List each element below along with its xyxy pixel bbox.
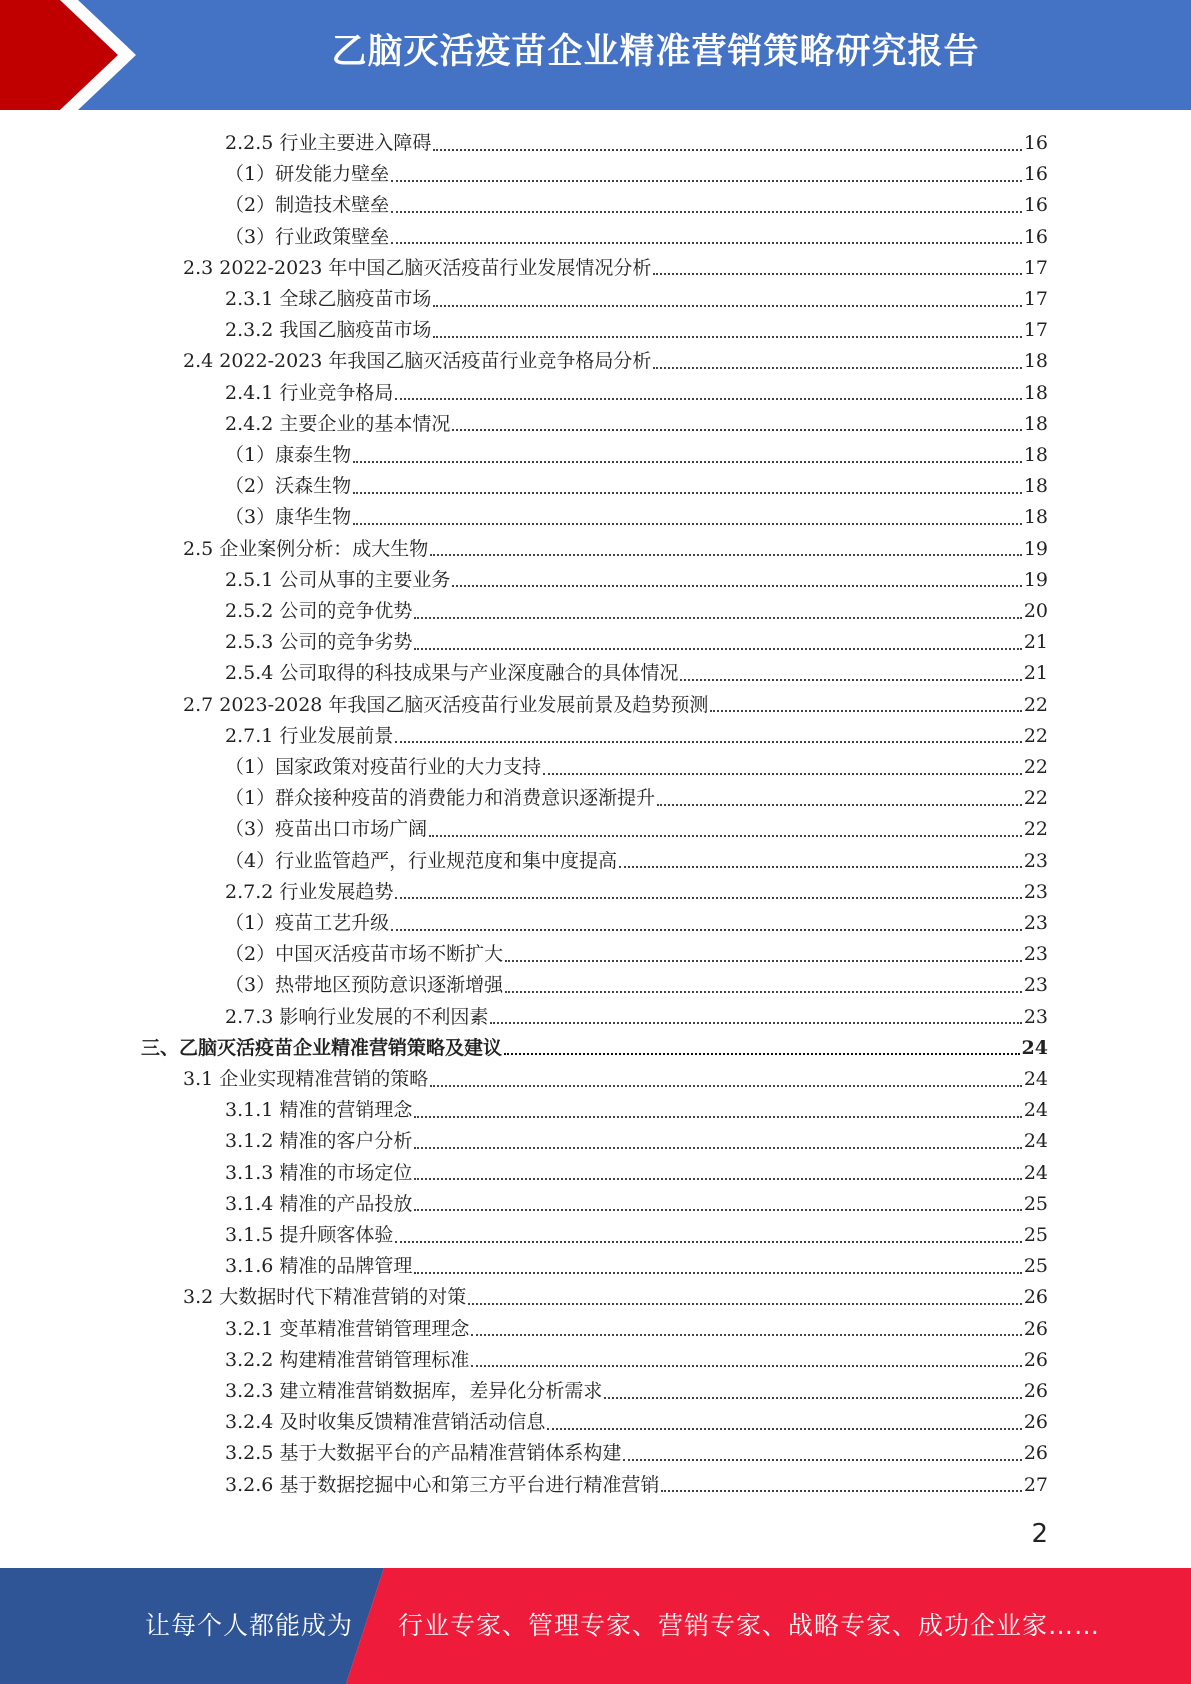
toc-entry[interactable] — [225, 159, 1048, 190]
toc-entry-title: 3.2.5 基于大数据平台的产品精准营销体系构建 — [225, 1442, 622, 1465]
toc-entry-page: 22 — [1023, 724, 1048, 747]
toc-entry-title: （3）疫苗出口市场广阔 — [225, 818, 428, 841]
footer-banner — [0, 1568, 1191, 1684]
toc-dot-leader — [414, 1209, 1021, 1211]
toc-entry-title: 2.5.1 公司从事的主要业务 — [225, 568, 451, 591]
toc-entry-title: 3.1.3 精准的市场定位 — [225, 1161, 413, 1184]
toc-dot-leader — [353, 461, 1022, 463]
toc-entry-page: 19 — [1023, 537, 1048, 560]
toc-dot-leader — [623, 1459, 1021, 1461]
toc-entry-title: 3.1.6 精准的品牌管理 — [225, 1255, 413, 1278]
toc-dot-leader — [604, 1397, 1021, 1399]
toc-entry-title: 3.2.3 建立精准营销数据库，差异化分析需求 — [225, 1380, 603, 1402]
toc-entry-page: 23 — [1023, 849, 1048, 872]
toc-entry-title: （1）研发能力壁垒 — [225, 163, 390, 186]
report-title: 乙脑灭活疫苗企业精准营销策略研究报告 — [331, 32, 980, 72]
toc-entry[interactable] — [225, 1438, 1048, 1469]
toc-entry[interactable] — [225, 627, 1048, 658]
toc-entry[interactable] — [183, 690, 1048, 721]
toc-entry-page: 24 — [1023, 1068, 1048, 1090]
toc-entry-page: 18 — [1023, 475, 1048, 498]
toc-entry-title: 3.2.2 构建精准营销管理标准 — [225, 1348, 470, 1371]
toc-entry-title: 2.7.3 影响行业发展的不利因素 — [225, 1005, 489, 1028]
toc-dot-leader — [505, 991, 1022, 993]
toc-entry-page: 18 — [1023, 506, 1048, 529]
toc-entry[interactable] — [225, 128, 1048, 159]
toc-dot-leader — [395, 1241, 1021, 1243]
toc-entry[interactable] — [225, 783, 1048, 814]
toc-entry-page: 19 — [1023, 568, 1048, 591]
toc-entry-page: 17 — [1023, 288, 1048, 310]
toc-entry-page: 23 — [1023, 943, 1048, 966]
toc-dot-leader — [414, 617, 1021, 619]
toc-entry[interactable] — [225, 440, 1048, 471]
toc-entry-title: 2.7.1 行业发展前景 — [225, 724, 394, 747]
toc-entry-title: 2.2.5 行业主要进入障碍 — [225, 132, 432, 154]
toc-entry-page: 18 — [1023, 381, 1048, 404]
toc-entry[interactable] — [225, 409, 1048, 440]
toc-entry-page: 17 — [1023, 319, 1048, 342]
toc-entry-title: 2.7 2023-2028 年我国乙脑灭活疫苗行业发展前景及趋势预测 — [183, 693, 709, 716]
toc-entry-page: 24 — [1023, 1099, 1048, 1122]
toc-entry[interactable] — [141, 1033, 1048, 1064]
toc-entry[interactable] — [225, 1407, 1048, 1438]
toc-dot-leader — [353, 492, 1022, 494]
toc-entry-page: 22 — [1023, 693, 1048, 716]
toc-dot-leader — [395, 741, 1021, 743]
toc-dot-leader — [391, 242, 1022, 244]
toc-entry-title: 2.4 2022-2023 年我国乙脑灭活疫苗行业竞争格局分析 — [183, 350, 652, 373]
toc-entry-page: 26 — [1023, 1442, 1048, 1465]
toc-entry[interactable] — [225, 565, 1048, 596]
toc-dot-leader — [619, 866, 1022, 868]
toc-entry-page: 22 — [1023, 787, 1048, 810]
toc-entry-title: 3.1.2 精准的客户分析 — [225, 1130, 413, 1153]
toc-entry-title: （2）制造技术壁垒 — [225, 194, 390, 217]
toc-entry-title: 3.2 大数据时代下精准营销的对策 — [183, 1286, 467, 1309]
toc-entry-title: 3.1.5 提升顾客体验 — [225, 1224, 394, 1246]
toc-entry-page: 24 — [1023, 1161, 1048, 1184]
toc-dot-leader — [414, 1272, 1021, 1274]
toc-entry-page: 18 — [1023, 350, 1048, 373]
toc-entry-page: 26 — [1023, 1411, 1048, 1434]
toc-dot-leader — [391, 180, 1022, 182]
toc-dot-leader — [471, 1365, 1021, 1367]
toc-dot-leader — [391, 929, 1022, 931]
toc-entry[interactable] — [183, 1282, 1048, 1313]
toc-entry-page: 23 — [1023, 912, 1048, 934]
page-number: 2 — [1031, 1519, 1048, 1549]
toc-entry[interactable] — [225, 596, 1048, 627]
report-header — [0, 0, 1191, 110]
toc-entry[interactable] — [225, 1126, 1048, 1157]
toc-entry[interactable] — [225, 908, 1048, 939]
toc-entry-page: 26 — [1023, 1286, 1048, 1309]
toc-dot-leader — [505, 960, 1022, 962]
toc-entry[interactable] — [225, 970, 1048, 1001]
toc-entry-title: 2.3 2022-2023 年中国乙脑灭活疫苗行业发展情况分析 — [183, 256, 652, 279]
toc-entry-page: 26 — [1023, 1380, 1048, 1402]
toc-entry-page: 27 — [1023, 1473, 1048, 1496]
footer-slogan-right: 行业专家、管理专家、营销专家、战略专家、成功企业家…… — [398, 1611, 1101, 1640]
toc-dot-leader — [433, 149, 1021, 151]
toc-entry[interactable] — [225, 1002, 1048, 1033]
toc-entry[interactable] — [225, 721, 1048, 752]
toc-entry[interactable] — [225, 814, 1048, 845]
toc-entry-page: 23 — [1023, 1005, 1048, 1028]
toc-dot-leader — [433, 336, 1021, 338]
toc-dot-leader — [657, 804, 1022, 806]
toc-dot-leader — [429, 835, 1022, 837]
toc-entry[interactable] — [225, 190, 1048, 221]
toc-entry-page: 20 — [1023, 600, 1048, 622]
toc-dot-leader — [490, 1022, 1021, 1024]
toc-entry-title: （4）行业监管趋严，行业规范度和集中度提高 — [225, 849, 618, 872]
toc-entry-title: （1）群众接种疫苗的消费能力和消费意识逐渐提升 — [225, 787, 656, 810]
toc-entry[interactable] — [225, 1470, 1048, 1501]
toc-dot-leader — [395, 897, 1021, 899]
toc-entry-title: （2）沃森生物 — [225, 475, 352, 498]
toc-entry[interactable] — [225, 877, 1048, 908]
toc-entry-page: 21 — [1023, 631, 1048, 654]
toc-dot-leader — [504, 1053, 1020, 1055]
toc-dot-leader — [543, 773, 1022, 775]
toc-entry-page: 17 — [1023, 256, 1048, 279]
toc-entry-page: 16 — [1023, 163, 1048, 186]
toc-entry[interactable] — [225, 378, 1048, 409]
toc-entry-title: 2.5.3 公司的竞争劣势 — [225, 631, 413, 654]
toc-entry[interactable] — [183, 346, 1048, 377]
toc-entry-page: 25 — [1023, 1255, 1048, 1278]
toc-dot-leader — [353, 523, 1022, 525]
toc-entry[interactable] — [225, 1158, 1048, 1189]
toc-entry-page: 24 — [1021, 1036, 1048, 1059]
toc-entry-title: （1）国家政策对疫苗行业的大力支持 — [225, 756, 542, 778]
toc-entry[interactable] — [183, 253, 1048, 284]
toc-entry-page: 25 — [1023, 1224, 1048, 1246]
toc-entry-page: 16 — [1023, 194, 1048, 217]
toc-entry[interactable] — [225, 658, 1048, 689]
toc-entry-title: 2.5.4 公司取得的科技成果与产业深度融合的具体情况 — [225, 662, 679, 685]
toc-entry[interactable] — [225, 1345, 1048, 1376]
footer-slogan-left: 让每个人都能成为 — [145, 1611, 354, 1640]
toc-entry[interactable] — [183, 534, 1048, 565]
toc-entry[interactable] — [225, 284, 1048, 315]
toc-entry-page: 16 — [1023, 225, 1048, 248]
toc-dot-leader — [430, 1085, 1022, 1087]
toc-entry[interactable] — [225, 222, 1048, 253]
toc-entry-title: 2.3.2 我国乙脑疫苗市场 — [225, 319, 432, 342]
toc-entry-title: 3.2.1 变革精准营销管理理念 — [225, 1317, 470, 1340]
toc-entry-page: 22 — [1023, 818, 1048, 841]
toc-entry-page: 26 — [1023, 1317, 1048, 1340]
toc-entry-page: 23 — [1023, 974, 1048, 997]
toc-entry[interactable] — [225, 1189, 1048, 1220]
toc-entry-title: （3）热带地区预防意识逐渐增强 — [225, 974, 504, 997]
toc-entry-title: （2）中国灭活疫苗市场不断扩大 — [225, 943, 504, 966]
toc-entry-title: 3.1.1 精准的营销理念 — [225, 1099, 413, 1122]
toc-entry-page: 21 — [1023, 662, 1048, 685]
toc-dot-leader — [468, 1303, 1022, 1305]
toc-entry-title: 2.4.2 主要企业的基本情况 — [225, 412, 451, 435]
toc-dot-leader — [414, 1178, 1021, 1180]
toc-entry-title: 3.2.6 基于数据挖掘中心和第三方平台进行精准营销 — [225, 1473, 660, 1496]
toc-entry-title: 2.7.2 行业发展趋势 — [225, 880, 394, 903]
toc-entry[interactable] — [225, 752, 1048, 783]
toc-entry-title: 2.5 企业案例分析：成大生物 — [183, 537, 429, 560]
toc-entry[interactable] — [225, 1220, 1048, 1251]
toc-entry[interactable] — [183, 1064, 1048, 1095]
toc-entry-title: 3.1 企业实现精准营销的策略 — [183, 1068, 429, 1090]
toc-entry[interactable] — [225, 471, 1048, 502]
toc-dot-leader — [391, 211, 1022, 213]
toc-dot-leader — [414, 1116, 1021, 1118]
toc-entry-page: 25 — [1023, 1192, 1048, 1215]
toc-dot-leader — [430, 554, 1022, 556]
toc-dot-leader — [661, 1490, 1021, 1492]
toc-entry-title: 2.5.2 公司的竞争优势 — [225, 600, 413, 622]
toc-entry-title: 三、乙脑灭活疫苗企业精准营销策略及建议 — [141, 1036, 503, 1059]
toc-entry-title: （1）康泰生物 — [225, 444, 352, 466]
toc-entry-title: 3.2.4 及时收集反馈精准营销活动信息 — [225, 1411, 546, 1434]
toc-entry-title: 3.1.4 精准的产品投放 — [225, 1192, 413, 1215]
toc-entry-page: 24 — [1023, 1130, 1048, 1153]
toc-entry-page: 23 — [1023, 880, 1048, 903]
toc-entry-title: （1）疫苗工艺升级 — [225, 912, 390, 934]
toc-dot-leader — [414, 648, 1021, 650]
toc-entry[interactable] — [225, 1314, 1048, 1345]
toc-dot-leader — [471, 1334, 1021, 1336]
toc-dot-leader — [452, 429, 1021, 431]
toc-dot-leader — [653, 273, 1021, 275]
toc-entry-page: 16 — [1023, 132, 1048, 154]
toc-dot-leader — [547, 1428, 1021, 1430]
toc-dot-leader — [395, 398, 1021, 400]
toc-entry-title: 2.3.1 全球乙脑疫苗市场 — [225, 288, 432, 310]
toc-dot-leader — [414, 1147, 1021, 1149]
toc-entry-page: 22 — [1023, 756, 1048, 778]
toc-entry[interactable] — [225, 1376, 1048, 1407]
toc-dot-leader — [680, 679, 1021, 681]
toc-entry-title: 2.4.1 行业竞争格局 — [225, 381, 394, 404]
toc-entry-title: （3）行业政策壁垒 — [225, 225, 390, 248]
toc-entry-page: 18 — [1023, 412, 1048, 435]
toc-entry[interactable] — [225, 1251, 1048, 1282]
toc-entry[interactable] — [225, 939, 1048, 970]
toc-dot-leader — [433, 305, 1021, 307]
toc-dot-leader — [452, 585, 1021, 587]
toc-entry[interactable] — [225, 502, 1048, 533]
toc-entry[interactable] — [225, 1095, 1048, 1126]
toc-dot-leader — [710, 710, 1021, 712]
toc-entry[interactable] — [225, 315, 1048, 346]
toc-entry-title: （3）康华生物 — [225, 506, 352, 529]
toc-entry[interactable] — [225, 846, 1048, 877]
toc-entry-page: 26 — [1023, 1348, 1048, 1371]
toc-entry-page: 18 — [1023, 444, 1048, 466]
toc-dot-leader — [653, 367, 1021, 369]
